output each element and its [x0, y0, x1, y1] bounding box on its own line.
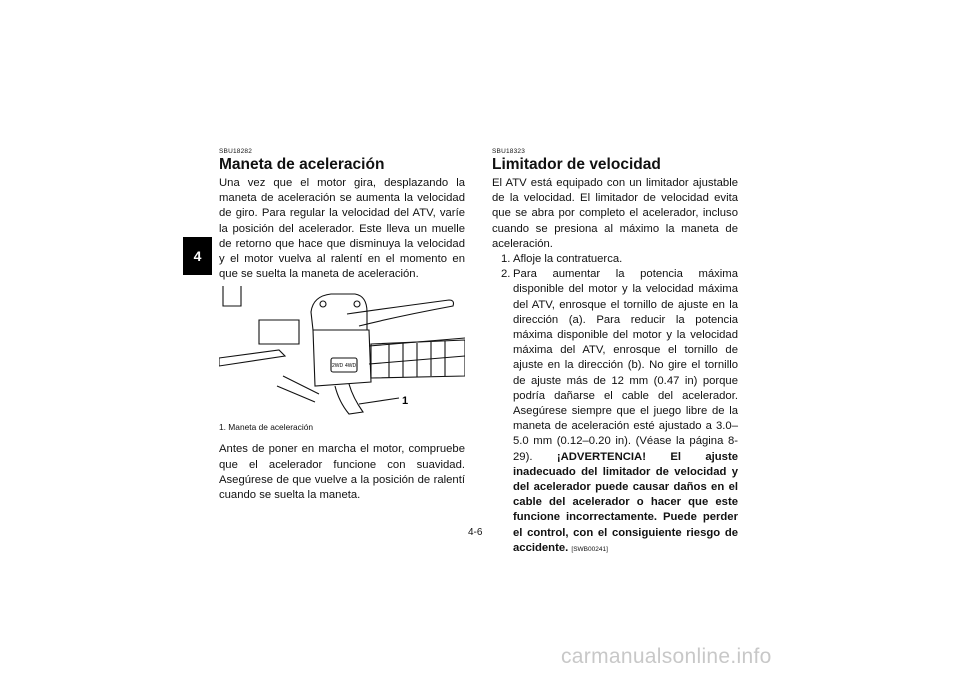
- body-paragraph: Una vez que el motor gira, desplazando la maneta de aceleración se aumenta la velocidad de giro. Para regular la velocidad del ATV, varíe la posición del acelerador. Este lleva un muelle de retorno que hace que disminuya la velocidad y el motor vuelva al ralentí en el momento en que se suelta la maneta de aceleración.: [219, 177, 465, 281]
- step-number: 1.: [501, 253, 511, 266]
- section-title: Maneta de aceleración: [219, 156, 385, 173]
- body-paragraph: Antes de poner en marcha el motor, compruebe que el acelerador funcione con suavidad. Asegúrese de que vuelve a la posición de ralentí cuando se suelta la maneta.: [219, 443, 465, 502]
- left-column: [219, 148, 465, 503]
- figure-caption: 1. Maneta de aceleración: [219, 422, 314, 433]
- switch-label-4wd: 4WD: [345, 363, 357, 370]
- page-number: 4-6: [468, 527, 483, 538]
- section-title: Limitador de velocidad: [492, 156, 661, 173]
- step-text: Afloje la contratuerca.: [513, 253, 623, 266]
- callout-number: 1: [402, 395, 409, 408]
- step-text: Para aumentar la potencia máxima disponible del motor y la velocidad máxima del ATV, enrosque el tornillo de ajuste en la dirección (a). Para reducir la potencia máxima disponible del motor y la velocidad máxima del ATV, enrosque el tornillo de ajuste en la dirección (b). No gire el tornillo de ajuste más de 12 mm (0.47 in) porque podría dañarse el cable del acelerador. Asegúrese siempre que el juego libre de la maneta de aceleración esté ajustado a 3.0–5.0 mm (0.12–0.20 in). (Véase la página 8-29).: [513, 268, 738, 463]
- warning-code: [SWB00241]: [571, 545, 608, 553]
- watermark: carmanualsonline.info: [561, 645, 772, 668]
- throttle-illustration: [219, 286, 465, 416]
- list-item: [492, 267, 738, 557]
- list-item: [492, 252, 738, 267]
- right-column: [492, 148, 738, 557]
- warning-text: ¡ADVERTENCIA! El ajuste inadecuado del limitador de velocidad y del acelerador puede causar daños en el cable del acelerador o hacer que este funcione incorrectamente. Puede perder el control, con el consiguiente riesgo de accidente.: [513, 450, 739, 554]
- section-code: SBU18282: [219, 148, 253, 155]
- section-code: SBU18323: [492, 148, 526, 155]
- section-tab: 4: [183, 237, 212, 275]
- throttle-drawing: [219, 286, 465, 416]
- body-paragraph: El ATV está equipado con un limitador ajustable de la velocidad. El limitador de velocidad evita que se abra por completo el acelerador, incluso cuando se presiona al máximo la maneta de aceleración.: [492, 177, 738, 250]
- steps-list: [492, 252, 738, 557]
- step-number: 2.: [501, 268, 511, 281]
- switch-label-2wd: 2WD: [332, 363, 344, 370]
